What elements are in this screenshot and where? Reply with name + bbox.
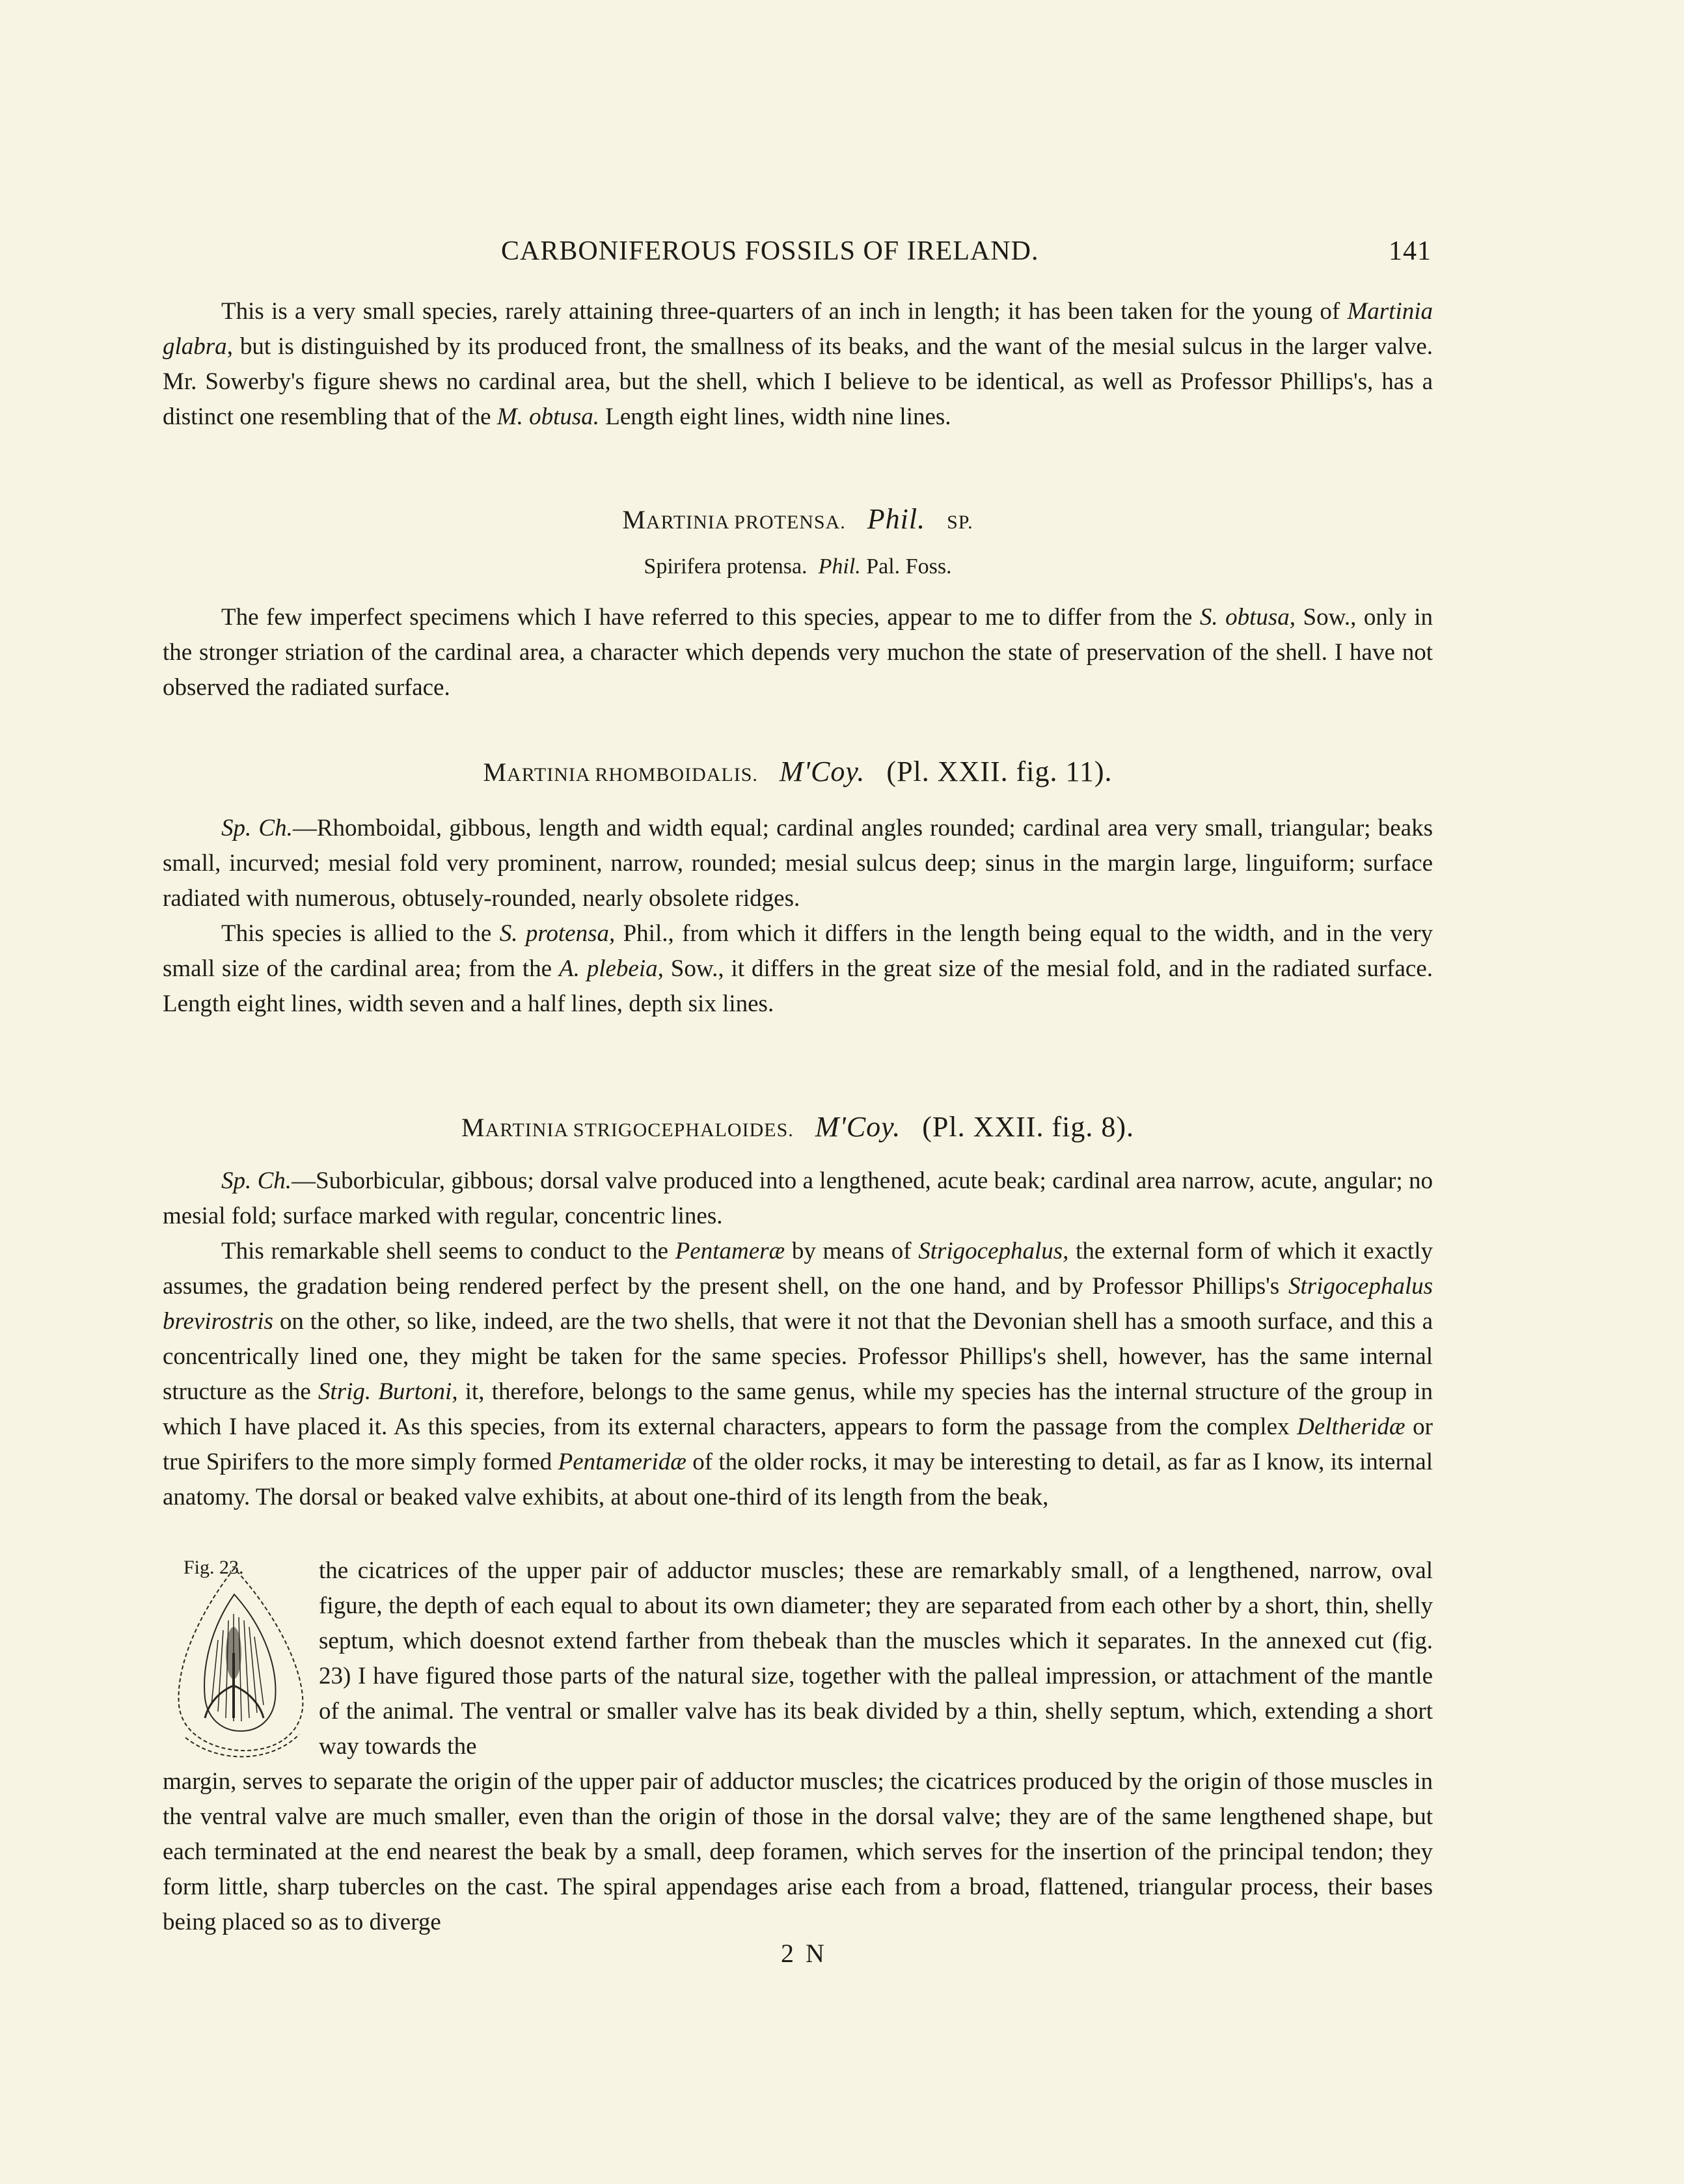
sp-ch-text: —Suborbicular, gibbous; dorsal valve produced into a lengthened, acute beak; cardinal area narrow, acute, angular; no mesial fold; surface marked with regular, concentric lines. (163, 1167, 1433, 1229)
discussion-text-2: Phil., from which it differs in the length being equal to the width, and in the very small size of the cardinal area; from the (163, 920, 1433, 982)
running-title: CARBONIFEROUS FOSSILS OF IRELAND. (501, 236, 1039, 266)
sp-ch-label: Sp. Ch. (221, 1167, 292, 1194)
strigo-italic-6: Pentameridæ (558, 1449, 686, 1475)
rhomboidalis-heading (163, 755, 1433, 788)
protensa-synonym (163, 554, 1433, 579)
intro-text-3: Length eight lines, width nine lines. (599, 403, 951, 430)
protensa-heading (163, 502, 1433, 536)
discussion-italic-1: S. protensa, (499, 920, 616, 947)
discussion-text-1: This species is allied to the (221, 920, 500, 947)
rhomboidalis-sp-ch (163, 811, 1433, 916)
strigo-italic-1: Pentameræ (675, 1238, 785, 1264)
protensa-text-1: The few imperfect specimens which I have referred to this species, appear to me to differ from the (221, 604, 1200, 631)
strigocephaloides-heading (163, 1110, 1433, 1143)
heading-sp: SP. (947, 512, 973, 533)
heading-plate-ref: (Pl. XXII. fig. 11). (886, 756, 1113, 787)
heading-plate-ref: (Pl. XXII. fig. 8). (922, 1111, 1135, 1143)
sp-ch-text: —Rhomboidal, gibbous, length and width equal; cardinal angles rounded; cardinal area very small, triangular; beaks small, incurved; mesial fold very prominent, narrow, rounded; mesial sulcus deep; sinus in the margin large, linguiform; surface radiated with numerous, obtusely-rounded, nearly obsolete ridges. (163, 815, 1433, 912)
strigo-italic-2: Strigocephalus, (918, 1238, 1069, 1264)
rhomboidalis-discussion (163, 916, 1433, 1022)
synonym-ref: Pal. Foss. (866, 554, 952, 579)
strigo-text-a: This remarkable shell seems to conduct to the (221, 1238, 675, 1264)
heading-rest: ARTINIA PROTENSA. (645, 512, 846, 533)
protensa-paragraph (163, 600, 1433, 705)
heading-initial: M (622, 505, 646, 534)
heading-rest: ARTINIA STRIGOCEPHALOIDES. (485, 1119, 794, 1141)
strigocephaloides-paragraph (163, 1164, 1433, 1515)
sp-ch-label: Sp. Ch. (221, 815, 293, 841)
discussion-italic-2: A. plebeia, (558, 955, 664, 982)
intro-text-1: This is a very small species, rarely attaining three-quarters of an inch in length; it has been taken for the young of (221, 298, 1348, 325)
strigo-text-e: it, therefore, belongs to the same genus, while my species has the internal structure of the group in which I have placed it. As this species, from its external characters, appears to form the passage from the complex (163, 1378, 1433, 1440)
discussion-text-3: Sow., it differs in the great size of the mesial fold, and in the radiated surface. Length eight lines, width seven and a half lines, depth six lines. (163, 955, 1433, 1017)
synonym-text: Spirifera protensa. (644, 554, 808, 579)
heading-author: M'Coy. (815, 1111, 901, 1143)
intro-text-2: , but is distinguished by its produced front, the smallness of its beaks, and the want of the mesial sulcus in the larger valve. Mr. Sowerby's figure shews no cardinal area, but the shell, which I believe to be identical, as well as Professor Phillips's, has a distinct one resembling that of the (163, 333, 1433, 430)
signature-mark: 2 N (781, 1939, 827, 1968)
strigo-text-b: by means of (785, 1238, 919, 1264)
heading-rest: ARTINIA RHOMBOIDALIS. (507, 764, 758, 785)
heading-author: Phil. (867, 503, 926, 535)
strigo-italic-3: Strigocephalus brevirostris (163, 1273, 1433, 1335)
strigo-text-f: or true Spirifers to the more simply formed (163, 1413, 1433, 1475)
intro-italic-1: Martinia glabra (163, 298, 1433, 360)
intro-text (163, 294, 1433, 435)
strigo-italic-4: Strig. Burtoni, (318, 1378, 458, 1405)
strigo-text-c: the external form of which it exactly assumes, the gradation being rendered perfect by the present shell, on the one hand, and by Professor Phillips's (163, 1238, 1433, 1300)
strigo-sp-ch (163, 1164, 1433, 1234)
intro-paragraph (163, 294, 1433, 435)
running-header (163, 236, 1432, 275)
strigo-text-d: on the other, so like, indeed, are the two shells, that were it not that the Devonian shell has a smooth surface, and this a concentrically lined one, they might be taken for the same species. Professor Phillips's shell, however, has the same internal structure as the (163, 1308, 1433, 1405)
strigo-discussion (163, 1234, 1433, 1515)
heading-initial: M (461, 1113, 485, 1142)
protensa-text-2: Sow., only in the stronger striation of the cardinal area, a character which depends very muchon the state of preservation of the shell. I have not observed the radiated surface. (163, 604, 1433, 701)
strigo-italic-5: Deltheridæ (1297, 1413, 1406, 1440)
intro-italic-2: M. obtusa. (496, 403, 600, 430)
page-number: 141 (1389, 236, 1432, 266)
strigo-text-g: of the older rocks, it may be interesting to detail, as far as I know, its internal anatomy. The dorsal or beaked valve exhibits, at about one-third of its length from the beak, (163, 1449, 1433, 1510)
heading-author: M'Coy. (779, 756, 865, 787)
figure-23-shell-drawing (166, 1555, 316, 1770)
protensa-italic: S. obtusa, (1199, 604, 1296, 631)
continuation-paragraph: margin, serves to separate the origin of the upper pair of adductor muscles; the cicatrices produced by the origin of those muscles in the ventral valve are much smaller, even than the origin of those in the dorsal valve; they are of the same lengthened shape, but each terminated at the end nearest the beak by a small, deep foramen, which serves for the insertion of the principal tendon; they form little, sharp tubercles on the cast. The spiral appendages arise each from a broad, flattened, triangular process, their bases being placed so as to diverge (163, 1768, 1433, 1935)
synonym-author: Phil. (818, 554, 861, 579)
heading-initial: M (483, 758, 508, 787)
protensa-text (163, 600, 1433, 705)
figure-23-label: Fig. 23. (183, 1557, 244, 1578)
rhomboidalis-paragraph (163, 811, 1433, 1022)
figure-23-wrap-text: the cicatrices of the upper pair of adductor muscles; these are remarkably small, of a lengthened, narrow, oval figure, the depth of each equal to about its own diameter; they are separated from each other by a short, thin, shelly septum, which doesnot extend farther from thebeak than the muscles which it separates. In the annexed cut (fig. 23) I have figured those parts of the natural size, together with the palleal impression, or attachment of the mantle of the animal. The ventral or smaller valve has its beak divided by a thin, shelly septum, which, extending a short way towards the (319, 1557, 1433, 1760)
